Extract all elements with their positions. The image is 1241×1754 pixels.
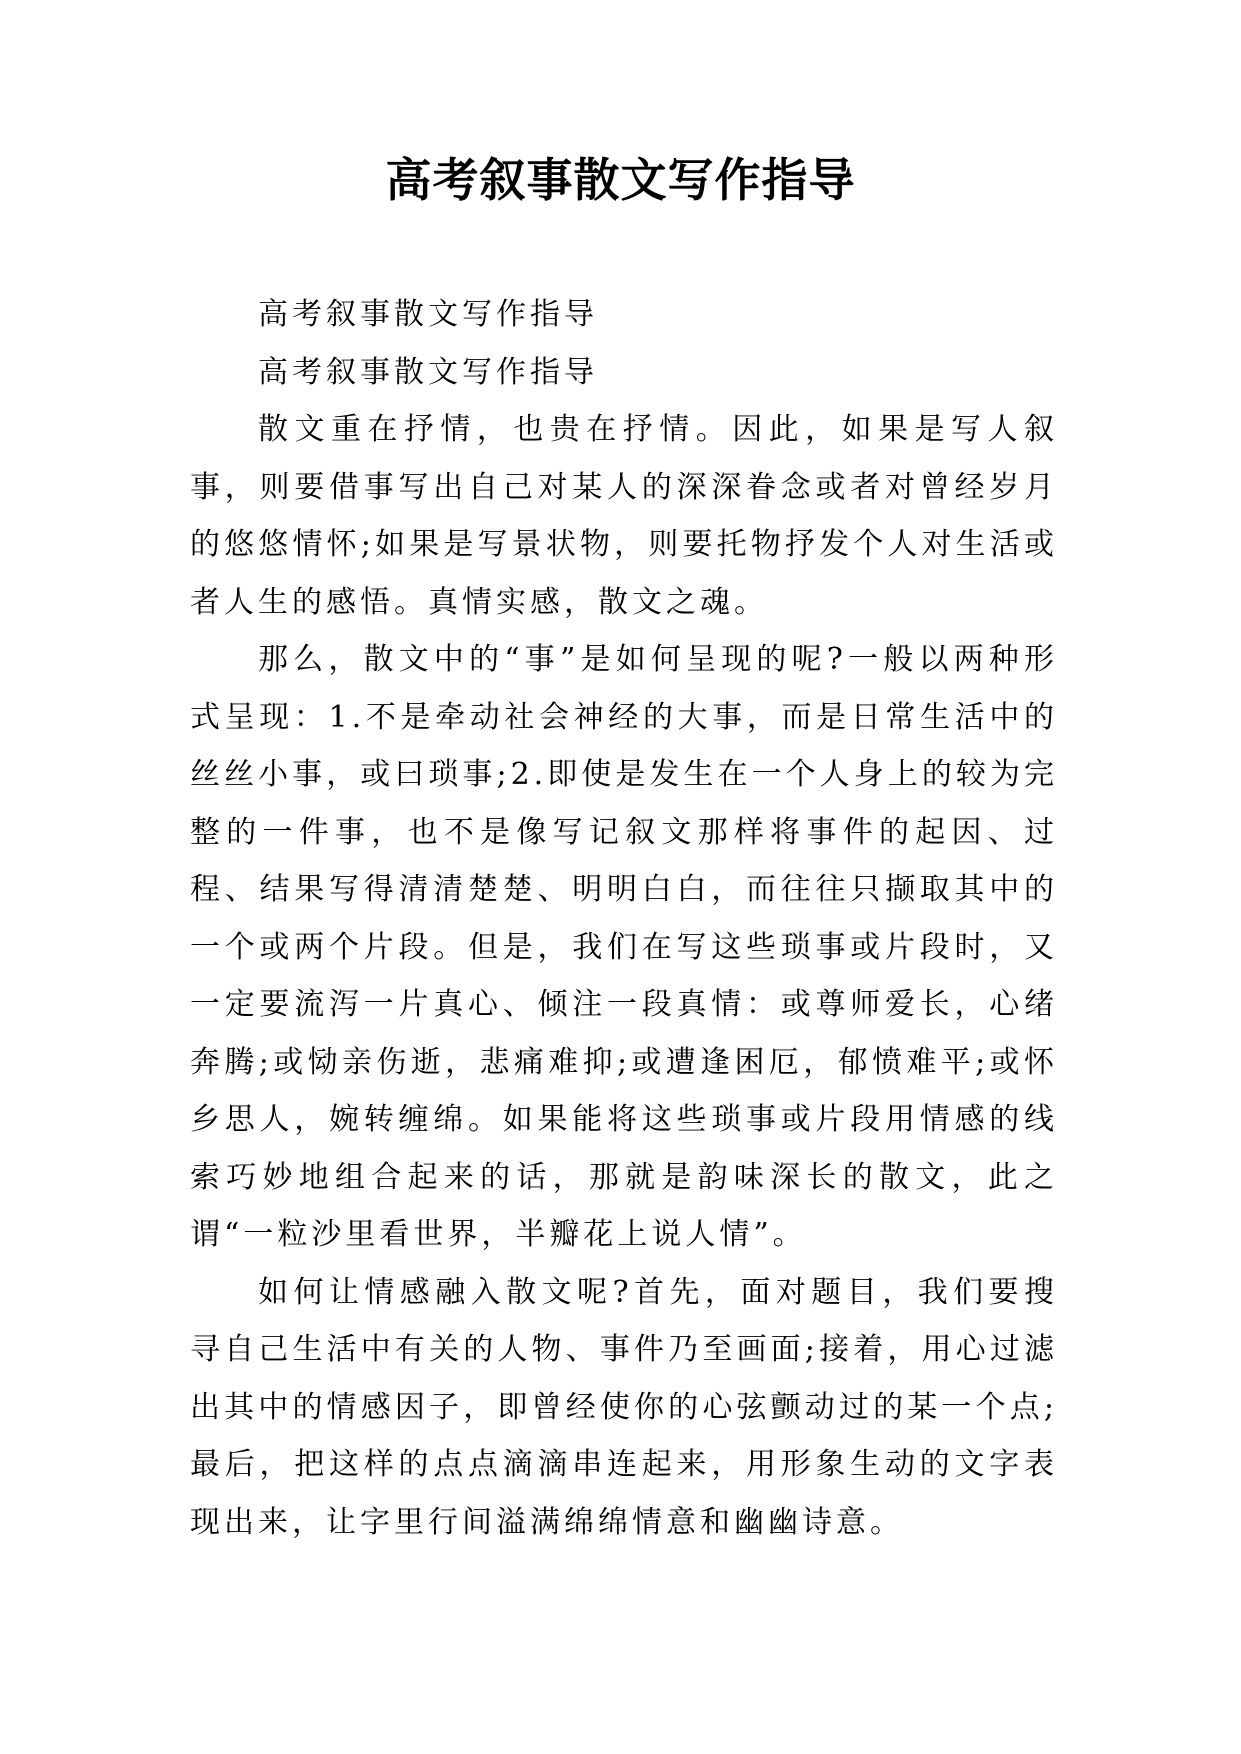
paragraph-events: 那么，散文中的“事”是如何呈现的呢?一般以两种形式呈现：1.不是牵动社会神经的大事，而是日常生活中的丝丝小事，或曰琐事;2.即使是发生在一个人身上的较为完整的一件事，也不是像写记叙文那样将事件的起因、过程、结果写得清清楚楚、明明白白，而往往只撷取其中的一个或两个片段。但是，我们在写这些琐事或片段时，又一定要流泻一片真心、倾注一段真情：或尊师爱长，心绪奔腾;或恸亲伤逝，悲痛难抑;或遭逢困厄，郁愤难平;或怀乡思人，婉转缠绵。如果能将这些琐事或片段用情感的线索巧妙地组合起来的话，那就是韵味深长的散文，此之谓“一粒沙里看世界，半瓣花上说人情”。 <box>190 642 1058 1252</box>
document-body <box>190 286 1058 1551</box>
paragraph-intro: 散文重在抒情，也贵在抒情。因此，如果是写人叙事，则要借事写出自己对某人的深深眷念或者对曾经岁月的悠悠情怀;如果是写景状物，则要托物抒发个人对生活或者人生的感悟。真情实感，散文之魂。 <box>190 412 1058 620</box>
paragraph-subtitle-1: 高考叙事散文写作指导 <box>258 297 598 332</box>
paragraph-subtitle-2: 高考叙事散文写作指导 <box>258 354 598 390</box>
document-title: 高考叙事散文写作指导 <box>385 153 856 207</box>
paragraph-emotion: 如何让情感融入散文呢?首先，面对题目，我们要搜寻自己生活中有关的人物、事件乃至画面;接着，用心过滤出其中的情感因子，即曾经使你的心弦颤动过的某一个点;最后，把这样的点点滴滴串连起来，用形象生动的文字表现出来，让字里行间溢满绵绵情意和幽幽诗意。 <box>190 1274 1058 1540</box>
